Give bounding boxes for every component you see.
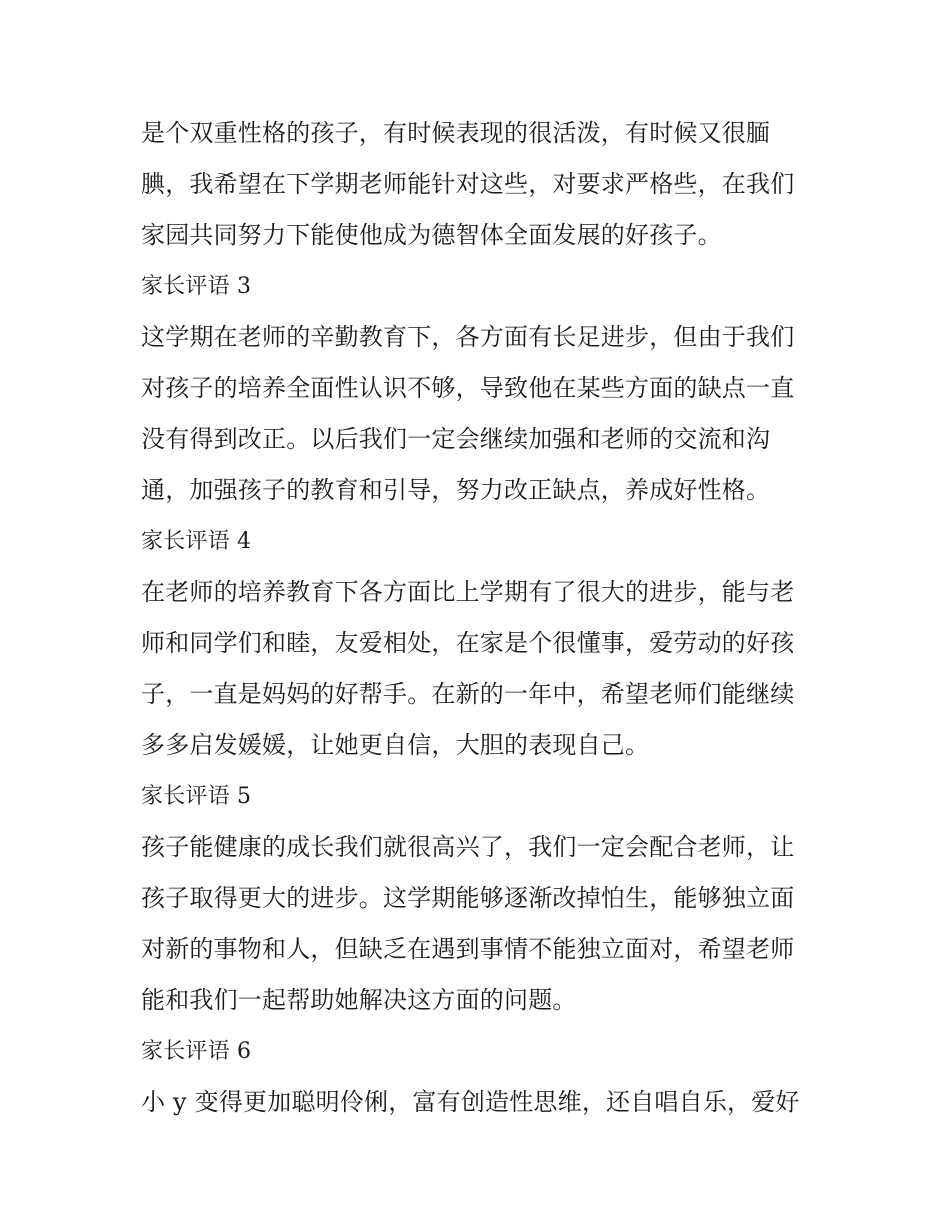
text-line: 孩子取得更大的进步。这学期能够逐渐改掉怕生，能够独立面 bbox=[141, 884, 795, 912]
text-line: 这学期在老师的辛勤教育下，各方面有长足进步，但由于我们 bbox=[141, 323, 795, 351]
text-line: 通，加强孩子的教育和引导，努力改正缺点，养成好性格。 bbox=[141, 476, 771, 504]
text-line: 能和我们一起帮助她解决这方面的问题。 bbox=[141, 986, 577, 1014]
text-line: 在老师的培养教育下各方面比上学期有了很大的进步，能与老 bbox=[141, 578, 795, 606]
text-line: 孩子能健康的成长我们就很高兴了，我们一定会配合老师，让 bbox=[141, 833, 795, 861]
text-line: 对孩子的培养全面性认识不够，导致他在某些方面的缺点一直 bbox=[141, 374, 795, 402]
text-line: 师和同学们和睦，友爱相处，在家是个很懂事，爱劳动的好孩 bbox=[141, 629, 795, 657]
text-line: 腆，我希望在下学期老师能针对这些，对要求严格些，在我们 bbox=[141, 170, 795, 198]
section-heading: 家长评语 4 bbox=[141, 529, 252, 554]
text-line: 子，一直是妈妈的好帮手。在新的一年中，希望老师们能继续 bbox=[141, 680, 795, 708]
section-heading: 家长评语 6 bbox=[141, 1039, 252, 1064]
section-heading: 家长评语 5 bbox=[141, 784, 252, 809]
text-line: 没有得到改正。以后我们一定会继续加强和老师的交流和沟 bbox=[141, 425, 771, 453]
document-page bbox=[141, 108, 821, 1128]
section-heading: 家长评语 3 bbox=[141, 274, 252, 299]
text-line: 对新的事物和人，但缺乏在遇到事情不能独立面对，希望老师 bbox=[141, 935, 795, 963]
text-line: 多多启发媛媛，让她更自信，大胆的表现自己。 bbox=[141, 731, 650, 759]
text-line: 家园共同努力下能使他成为德智体全面发展的好孩子。 bbox=[141, 221, 722, 249]
text-line: 小 y 变得更加聪明伶俐，富有创造性思维，还自唱自乐，爱好 bbox=[141, 1088, 800, 1116]
text-line: 是个双重性格的孩子，有时候表现的很活泼，有时候又很腼 bbox=[141, 119, 771, 147]
